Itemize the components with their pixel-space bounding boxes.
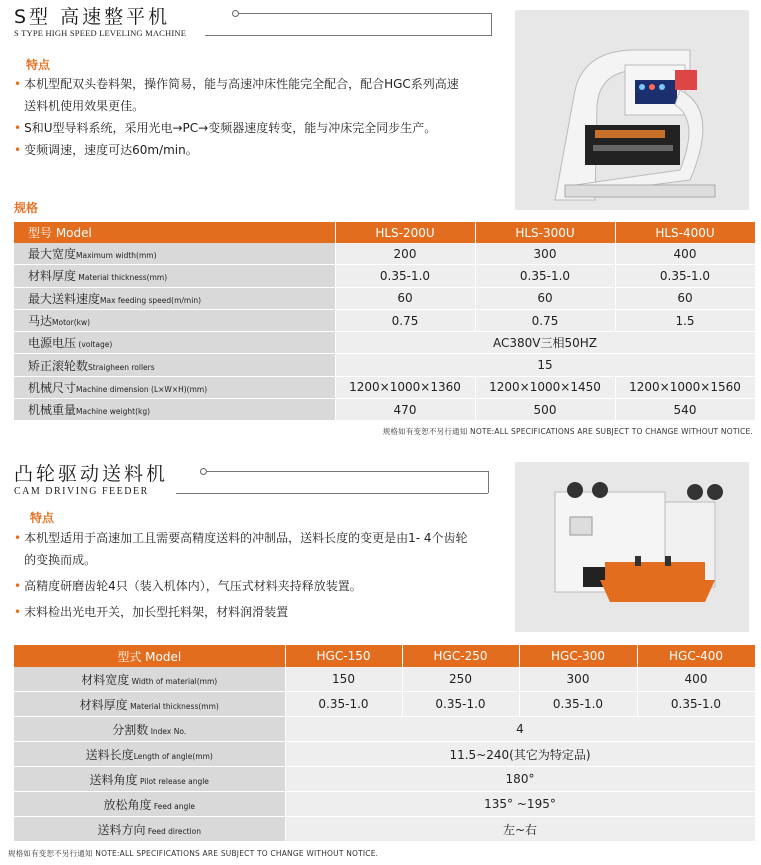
spec-table-leveling	[14, 222, 756, 421]
table-cell: 1200×1000×1360	[335, 376, 475, 398]
table-row	[14, 309, 755, 331]
table-cell: 0.35-1.0	[519, 692, 637, 717]
table-header-cell: HGC-250	[402, 645, 519, 667]
table-row	[14, 742, 755, 767]
table-cell-merged: 4	[285, 717, 755, 742]
table-row	[14, 265, 755, 287]
table-header-cell: HLS-300U	[475, 222, 615, 243]
spec-table-cam-feeder	[14, 645, 756, 842]
table-header-cell: HGC-300	[519, 645, 637, 667]
table-cell: 0.35-1.0	[475, 265, 615, 287]
table-cell-merged: 135° ~195°	[285, 792, 755, 817]
table-row	[14, 399, 755, 421]
features-list	[14, 527, 484, 623]
row-label: 电源电压 (voltage)	[14, 332, 335, 354]
row-label: 机械尺寸Machine dimension (L×W×H)(mm)	[14, 376, 335, 398]
table-header-row	[14, 645, 755, 667]
table-header-cell: HLS-200U	[335, 222, 475, 243]
table-row	[14, 332, 755, 354]
table-cell-merged: 左~右	[285, 817, 755, 842]
table-cell-merged: 180°	[285, 767, 755, 792]
leveling-machine-photo	[515, 10, 749, 210]
table-cell-merged: AC380V三相50HZ	[335, 332, 755, 354]
cam-feeder-photo	[515, 462, 749, 632]
title-decor-dot	[200, 468, 207, 475]
table-row	[14, 817, 755, 842]
table-cell: 300	[475, 243, 615, 265]
row-label: 材料宽度 Width of material(mm)	[14, 667, 285, 692]
bullet-dot-icon: •	[14, 77, 22, 91]
table-cell: 0.75	[475, 309, 615, 331]
table-row	[14, 354, 755, 376]
title-decor-line-bottom	[176, 493, 488, 494]
table-cell-merged: 15	[335, 354, 755, 376]
title-decor-line	[207, 471, 488, 472]
row-label: 最大宽度Maximum width(mm)	[14, 243, 335, 265]
section1-subtitle: S TYPE HIGH SPEED LEVELING MACHINE	[14, 28, 187, 38]
table-header-cell: 型号 Model	[14, 222, 335, 243]
table-row	[14, 792, 755, 817]
spec-heading: 规格	[14, 201, 39, 215]
section2-title: 凸轮驱动送料机	[14, 463, 169, 485]
feature-item: • 高精度研磨齿轮4只（装入机体内），气压式材料夹持释放装置。	[14, 575, 484, 597]
table-cell-merged: 11.5~240(其它为特定品)	[285, 742, 755, 767]
features-list	[14, 73, 474, 161]
table-header-cell: HGC-150	[285, 645, 402, 667]
feature-item: • 本机型配双头卷料架，操作简易，能与高速冲床性能完全配合，配合HGC系列高速送料机使用效果更佳。	[14, 73, 474, 117]
section2-subtitle: CAM DRIVING FEEDER	[14, 486, 149, 497]
table-cell: 0.35-1.0	[637, 692, 755, 717]
title-decor-line-vertical	[488, 471, 489, 493]
row-label: 送料方向 Feed direction	[14, 817, 285, 842]
table-row	[14, 692, 755, 717]
section1-title: S型 高速整平机	[14, 6, 171, 28]
bullet-dot-icon: •	[14, 121, 22, 135]
table-cell: 150	[285, 667, 402, 692]
table-cell: 60	[335, 287, 475, 309]
feature-item: • S和U型导料系统，采用光电→PC→变频器速度转变，能与冲床完全同步生产。	[14, 117, 474, 139]
table-cell: 400	[637, 667, 755, 692]
table-cell: 250	[402, 667, 519, 692]
table-cell: 1.5	[615, 309, 755, 331]
row-label: 分割数 Index No.	[14, 717, 285, 742]
table-row	[14, 767, 755, 792]
feature-item: • 变频调速，速度可达60m/min。	[14, 139, 474, 161]
table-header-cell: HGC-400	[637, 645, 755, 667]
table-row	[14, 376, 755, 398]
spec-note: 规格如有变恕不另行通知 NOTE:ALL SPECIFICATIONS ARE SUBJECT TO CHANGE WITHOUT NOTICE.	[382, 427, 753, 436]
row-label: 最大送料速度Max feeding speed(m/min)	[14, 287, 335, 309]
row-label: 放松角度 Feed angle	[14, 792, 285, 817]
title-decor-line-bottom	[205, 35, 492, 36]
table-cell: 400	[615, 243, 755, 265]
table-row	[14, 243, 755, 265]
bullet-dot-icon: •	[14, 579, 22, 593]
features-heading: 特点	[30, 511, 55, 525]
table-cell: 60	[475, 287, 615, 309]
feature-item: • 末料检出光电开关，加长型托料架，材料润滑装置	[14, 601, 484, 623]
row-label: 机械重量Machine weight(kg)	[14, 399, 335, 421]
table-cell: 0.35-1.0	[615, 265, 755, 287]
row-label: 马达Motor(kw)	[14, 309, 335, 331]
features-heading: 特点	[26, 58, 51, 72]
table-cell: 0.35-1.0	[335, 265, 475, 287]
table-cell: 300	[519, 667, 637, 692]
title-decor-line	[239, 13, 492, 14]
table-cell: 0.35-1.0	[285, 692, 402, 717]
table-row	[14, 667, 755, 692]
row-label: 送料长度Length of angle(mm)	[14, 742, 285, 767]
row-label: 矫正滚轮数Straigheen rollers	[14, 354, 335, 376]
feature-item: • 本机型适用于高速加工且需要高精度送料的冲制品，送料长度的变更是由1- 4个齿轮的变换而成。	[14, 527, 484, 571]
row-label: 材料厚度 Material thickness(mm)	[14, 265, 335, 287]
table-header-cell: 型式 Model	[14, 645, 285, 667]
table-cell: 60	[615, 287, 755, 309]
table-cell: 500	[475, 399, 615, 421]
title-decor-dot	[232, 10, 239, 17]
table-header-cell: HLS-400U	[615, 222, 755, 243]
bullet-dot-icon: •	[14, 143, 22, 157]
title-decor-line-vertical	[491, 13, 492, 35]
spec-note: 规格如有变恕不另行通知 NOTE:ALL SPECIFICATIONS ARE SUBJECT TO CHANGE WITHOUT NOTICE.	[8, 849, 379, 858]
table-header-row	[14, 222, 755, 243]
table-cell: 470	[335, 399, 475, 421]
table-row	[14, 717, 755, 742]
table-cell: 200	[335, 243, 475, 265]
table-cell: 540	[615, 399, 755, 421]
table-cell: 0.75	[335, 309, 475, 331]
table-cell: 1200×1000×1450	[475, 376, 615, 398]
bullet-dot-icon: •	[14, 531, 22, 545]
table-row	[14, 287, 755, 309]
table-cell: 0.35-1.0	[402, 692, 519, 717]
row-label: 材料厚度 Material thickness(mm)	[14, 692, 285, 717]
bullet-dot-icon: •	[14, 605, 22, 619]
table-cell: 1200×1000×1560	[615, 376, 755, 398]
row-label: 送料角度 Pilot release angle	[14, 767, 285, 792]
